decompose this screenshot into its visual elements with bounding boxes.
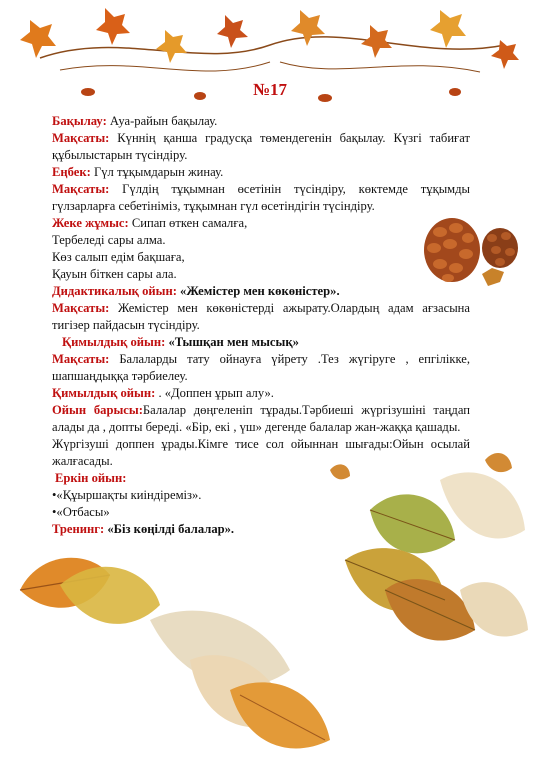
goal-line-1	[52, 130, 470, 164]
free-game-label: Еркін ойын:	[55, 471, 127, 485]
didactic-game-line	[52, 283, 470, 300]
observation-label: Бақылау:	[52, 114, 107, 128]
observation-text: Ауа-райын бақылау.	[106, 114, 218, 128]
labor-line	[52, 164, 470, 181]
free-game-item: •«Құыршақты киіндіреміз».	[52, 488, 202, 502]
individual-work-text: Сипап өткен самалға,	[128, 216, 248, 230]
goal-line-4	[52, 351, 470, 385]
goal-line-2	[52, 181, 470, 215]
pine-cone-large	[424, 218, 480, 282]
game-process-text: Балалар дөңгеленіп тұрады.Тәрбиеші жүргізушіні таңдап алады да , допты береді. «Бір, екі , үш» дегенде балалар жан-жаққа қашады.	[52, 403, 470, 434]
free-game-item: •«Отбасы»	[52, 505, 110, 519]
goal-label-2: Мақсаты:	[52, 182, 110, 196]
goal-line-3	[52, 300, 470, 334]
labor-text: Гүл тұқымдарын жинау.	[90, 165, 224, 179]
active-game-2-label: Қимылдық ойын:	[52, 386, 156, 400]
game-process-line	[52, 402, 470, 436]
goal-label-3: Мақсаты:	[52, 301, 110, 315]
goal-text-3: Жемістер мен көкөністерді ажырату.Олардың адам ағзасына тигізер пайдасын түсіндіру.	[52, 301, 470, 332]
pine-cone-small	[482, 228, 518, 268]
game-process-label: Ойын барысы:	[52, 403, 143, 417]
poem-line: Қауын біткен сары ала.	[52, 267, 177, 281]
individual-work-line	[52, 215, 470, 232]
autumn-leaf-garland	[0, 0, 540, 120]
leaf-yellow-left	[60, 567, 160, 624]
observation-line	[52, 113, 470, 130]
poem-line: Көз салып едім бақшаға,	[52, 250, 185, 264]
goal-label-1: Мақсаты:	[52, 131, 110, 145]
leaf-orange-bottom	[230, 682, 330, 748]
poem-line: Тербеледі сары алма.	[52, 233, 166, 247]
active-game-2-text: . «Доппен ұрып алу».	[155, 386, 274, 400]
autumn-leaves-decoration	[0, 440, 540, 780]
leaf-green-center	[345, 494, 475, 640]
individual-work-label: Жеке жұмыс:	[52, 216, 129, 230]
goal-label-4: Мақсаты:	[52, 352, 110, 366]
active-game-text: «Тышқан мен мысық»	[165, 335, 299, 349]
pine-cones-illustration	[412, 212, 530, 292]
active-game-2-line	[52, 385, 470, 402]
training-label: Тренинг:	[52, 522, 105, 536]
goal-text-2: Гүлдің тұқымнан өсетінін түсіндіру, көктемде тұқымды гүлзарларға себетініміз, тұқымнан гүл өсетіндігін түсіндіру.	[52, 182, 470, 213]
didactic-game-text: «Жемістер мен көкөністер».	[176, 284, 340, 298]
page-number-title: №17	[252, 80, 288, 99]
active-game-label: Қимылдық ойын:	[62, 335, 166, 349]
goal-text-1: Күннің қанша градусқа төмендегенін бақылау. Күзгі табиғат құбылыстарын түсіндіру.	[52, 131, 470, 162]
labor-label: Еңбек:	[52, 165, 91, 179]
game-process-continued: Жүргізуші доппен ұрады.Кімге тисе сол ойыннан шығады:Ойын осылай жалғасады.	[52, 437, 470, 468]
leaf-small	[482, 268, 504, 286]
training-text: «Біз көңілді балалар».	[104, 522, 235, 536]
active-game-line	[52, 334, 470, 351]
goal-text-4: Балаларды тату ойнауға үйрету .Тез жүгіруге , епгілікке, шапшаңдыққа тәрбиелеу.	[52, 352, 470, 383]
didactic-game-label: Дидактикалық ойын:	[52, 284, 177, 298]
